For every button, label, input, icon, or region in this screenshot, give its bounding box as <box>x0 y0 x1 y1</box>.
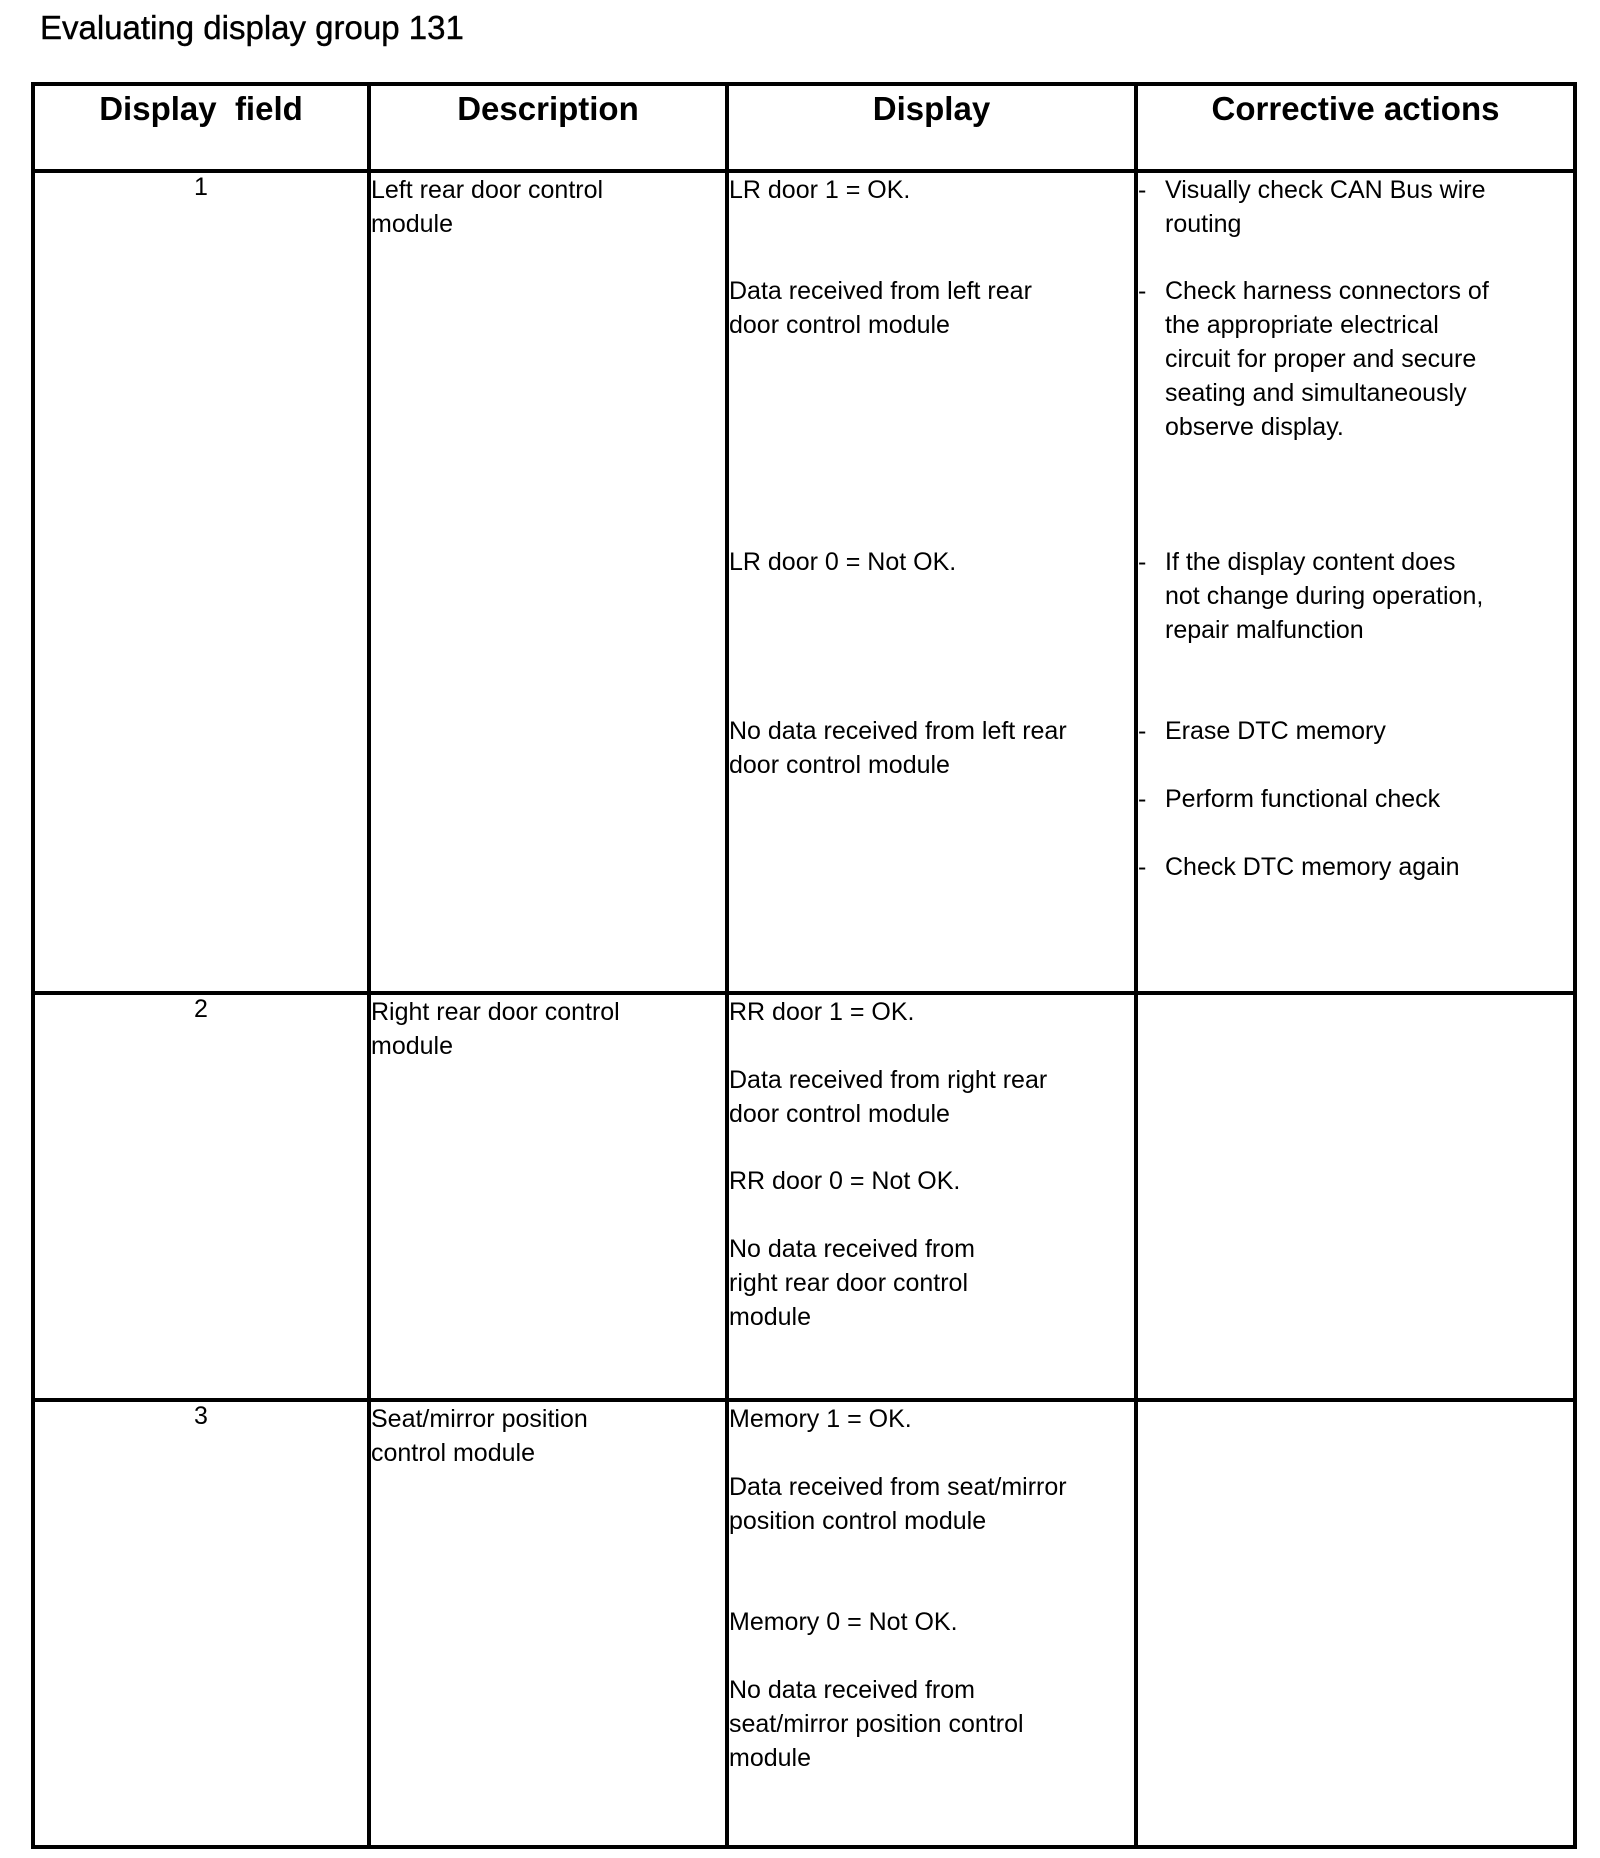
header-display-field: Display field <box>33 84 369 171</box>
list-item <box>1138 782 1573 850</box>
display-value: LR door 0 = Not OK. <box>729 548 957 576</box>
display-cell <box>727 171 1136 993</box>
list-item <box>1138 850 1573 884</box>
description-text: Left rear door control module <box>371 176 604 238</box>
display-value: Data received from left rear door control module <box>729 277 1032 339</box>
page-title: Evaluating display group 131 <box>40 9 464 46</box>
display-value: Data received from seat/mirror position control module <box>729 1473 1067 1535</box>
display-value: Memory 1 = OK. <box>729 1405 912 1433</box>
list-dash: - <box>1138 785 1147 813</box>
header-description: Description <box>369 84 727 171</box>
list-dash: - <box>1138 548 1147 576</box>
description-cell <box>369 993 727 1400</box>
corrective-actions-cell <box>1136 1400 1575 1847</box>
description-cell <box>369 171 727 993</box>
display-cell <box>727 1400 1136 1847</box>
list-dash: - <box>1138 853 1147 881</box>
list-item <box>1138 545 1573 714</box>
table-header-row <box>33 84 1575 171</box>
action-text: Perform functional check <box>1165 785 1441 813</box>
list-item <box>1138 274 1573 545</box>
display-group-table <box>31 82 1577 1849</box>
display-cell <box>727 993 1136 1400</box>
action-text: Visually check CAN Bus wire routing <box>1165 176 1486 238</box>
display-value: Data received from right rear door control module <box>729 1066 1048 1128</box>
table-row <box>33 993 1575 1400</box>
action-text: Check DTC memory again <box>1165 853 1460 881</box>
display-value: RR door 0 = Not OK. <box>729 1167 961 1195</box>
display-value: Memory 0 = Not OK. <box>729 1608 958 1636</box>
table-row <box>33 171 1575 993</box>
header-corrective-actions: Corrective actions <box>1136 84 1575 171</box>
action-text: Erase DTC memory <box>1165 717 1386 745</box>
corrective-actions-cell <box>1136 993 1575 1400</box>
list-item <box>1138 173 1573 274</box>
description-cell <box>369 1400 727 1847</box>
display-value: No data received from seat/mirror position control module <box>729 1676 1024 1772</box>
description-text: Seat/mirror position control module <box>371 1405 588 1467</box>
list-dash: - <box>1138 277 1147 305</box>
display-value: RR door 1 = OK. <box>729 998 915 1026</box>
action-text: Check harness connectors of the appropriate electrical circuit for proper and secure seating and simultaneously observe display. <box>1165 277 1489 441</box>
display-value: No data received from left rear door control module <box>729 717 1067 779</box>
display-field-number: 2 <box>33 993 369 1400</box>
description-text: Right rear door control module <box>371 998 620 1060</box>
corrective-actions-cell <box>1136 171 1575 993</box>
display-field-number: 3 <box>33 1400 369 1847</box>
display-value: LR door 1 = OK. <box>729 176 911 204</box>
display-value: No data received from right rear door control module <box>729 1235 975 1331</box>
list-item <box>1138 714 1573 782</box>
table-row <box>33 1400 1575 1847</box>
list-dash: - <box>1138 717 1147 745</box>
action-text: If the display content does not change during operation, repair malfunction <box>1165 548 1484 644</box>
display-field-number: 1 <box>33 171 369 993</box>
header-display: Display <box>727 84 1136 171</box>
list-dash: - <box>1138 176 1147 204</box>
